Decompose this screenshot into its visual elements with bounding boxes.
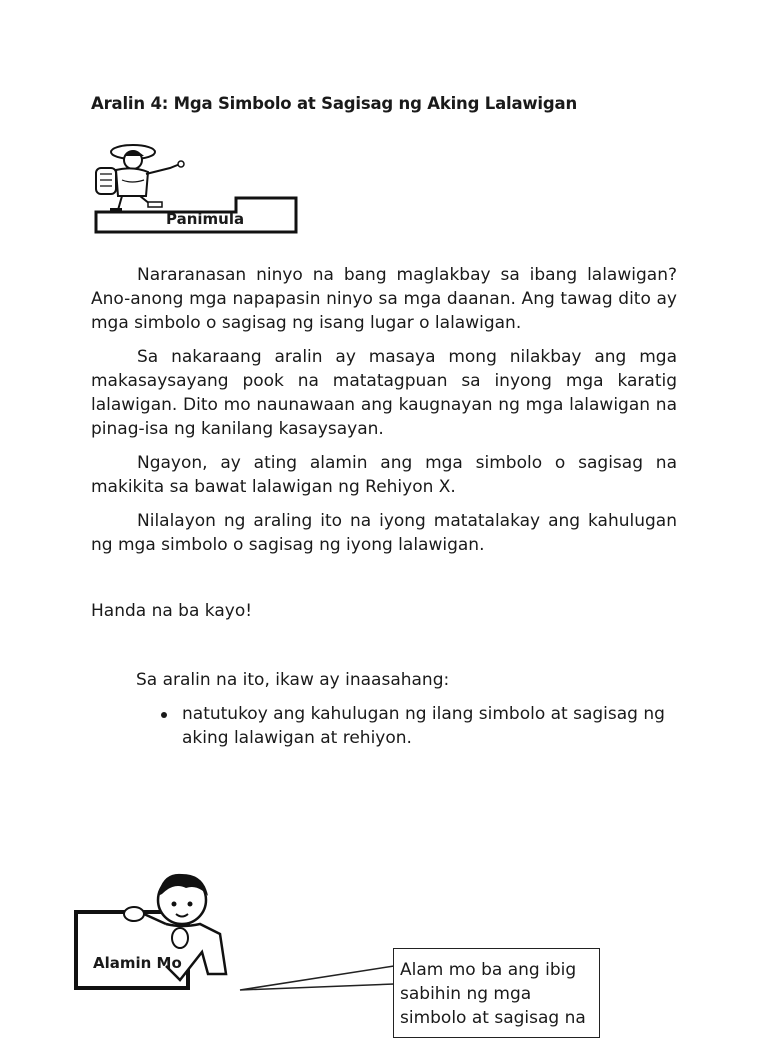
section-label-panimula: Panimula (166, 210, 245, 228)
objectives-list (158, 702, 678, 750)
objective-intro: Sa aralin na ito, ikaw ay inaasahang: (136, 670, 450, 690)
lesson-title: Aralin 4: Mga Simbolo at Sagisag ng Aking Lalawigan (91, 94, 577, 113)
paragraph-1: Nararanasan ninyo na bang maglakbay sa ibang lalawigan? Ano-anong mga napapasin ninyo sa mga daanan. Ang tawag dito ay mga simbolo o sagisag ng isang lugar o lalawigan. (91, 265, 677, 333)
speech-line: sabihin ng mga (400, 984, 532, 1004)
paragraph-3: Ngayon, ay ating alamin ang mga simbolo o sagisag na makikita sa bawat lalawigan ng Rehiyon X. (91, 453, 677, 497)
bullet-icon (161, 712, 167, 718)
section-label-alamin-mo: Alamin Mo (93, 954, 182, 972)
speech-line: simbolo at sagisag na (400, 1008, 586, 1028)
ready-exclamation: Handa na ba kayo! (91, 601, 253, 621)
speech-bubble (393, 948, 600, 1038)
paragraph-2: Sa nakaraang aralin ay masaya mong nilakbay ang mga makasaysayang pook na matatagpuan sa inyong mga karatig lalawigan. Dito mo naunawaan ang kaugnayan ng mga lalawigan na pinag-isa ng kanilang kasaysayan. (91, 347, 677, 439)
speech-line: Alam mo ba ang ibig (400, 960, 577, 980)
speech-pointer (238, 960, 398, 1000)
objective-text: natutukoy ang kahulugan ng ilang simbolo at sagisag ng aking lalawigan at rehiyon. (182, 704, 665, 748)
objective-item (158, 702, 678, 750)
paragraph-4: Nilalayon ng araling ito na iyong matatalakay ang kahulugan ng mga simbolo o sagisag ng iyong lalawigan. (91, 511, 677, 555)
